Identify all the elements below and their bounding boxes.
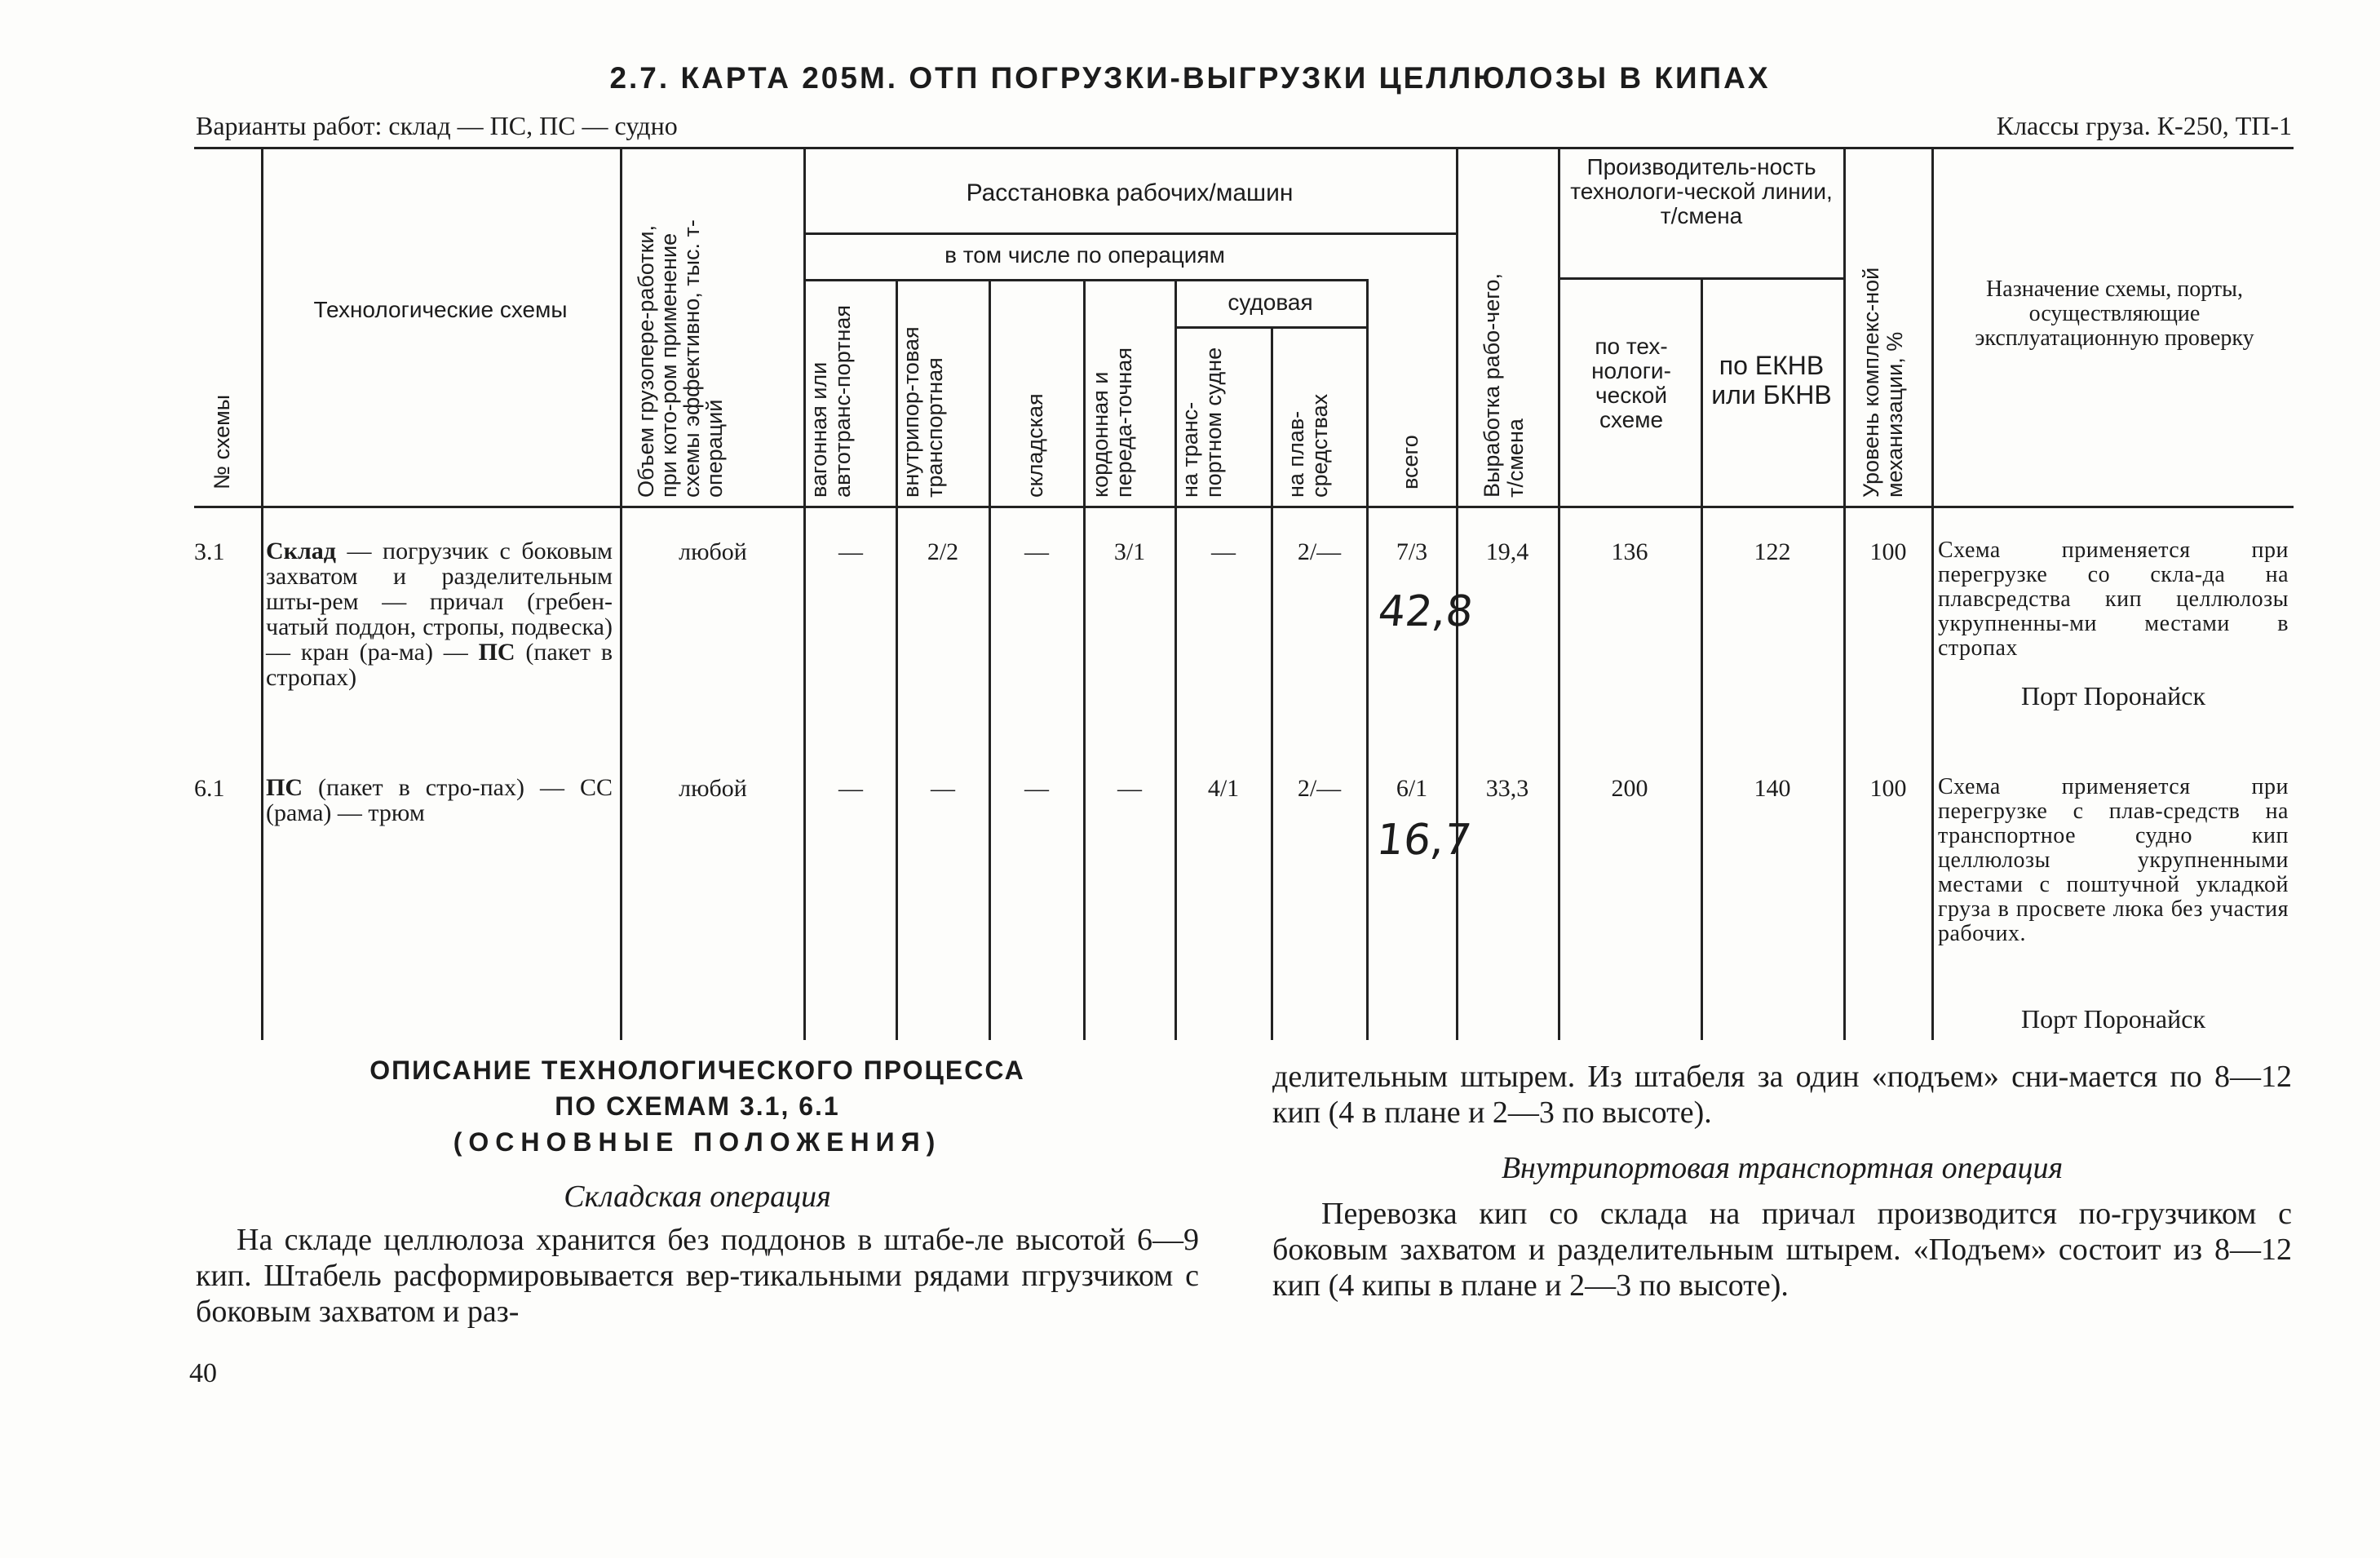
col-header-wagon: вагонная или автотранс-портная xyxy=(807,304,855,498)
row-scheme-text: Склад — погрузчик с боковым захватом и разделительным шты-рем — причал (гребен-чатый поддон, стропы, подвеска) — кран (ра-ма) — ПС (пакет в стропах) xyxy=(266,538,613,691)
col-header-on-transport: на транс-портном судне xyxy=(1178,347,1226,498)
intraport-operation-text: Перевозка кип со склада на причал производится по-грузчиком с боковым захватом и разделительным штырем. «Подъем» состоит из 8—12 кип (4 кипы в плане и 2—3 по высоте). xyxy=(1272,1197,2292,1303)
col-header-total: всего xyxy=(1398,435,1422,489)
col-header-on-floating: на плав-средствах xyxy=(1284,393,1332,498)
row-by-eknv: 140 xyxy=(1754,775,1791,802)
continued-text: делительным штырем. Из штабеля за один «подъем» сни-мается по 8—12 кип (4 в плане и 2—3 по высоте). xyxy=(1272,1060,2292,1130)
handwritten-note: 42,8 xyxy=(1375,587,1475,636)
row-intraport: — xyxy=(931,775,955,802)
row-wagon: — xyxy=(838,775,863,802)
section-heading-line2: ПО СХЕМАМ 3.1, 6.1 xyxy=(555,1091,840,1121)
row-output: 33,3 xyxy=(1485,775,1529,802)
group-header-productivity: Производитель-ность технологи-ческой линии, т/смена xyxy=(1570,154,1833,228)
row-volume: любой xyxy=(679,775,747,802)
row-output: 19,4 xyxy=(1485,538,1529,565)
row-total: 6/1 xyxy=(1396,775,1428,802)
row-scheme-no: 6.1 xyxy=(194,775,225,802)
cargo-classes: Классы груза. К-250, ТП-1 xyxy=(1996,111,2292,140)
row-purpose: Схема применяется при перегрузке со скла-да на плавсредства кип целлюлозы укрупненны-ми местами в стропах xyxy=(1938,538,2289,661)
page-title: 2.7. КАРТА 205М. ОТП ПОГРУЗКИ-ВЫГРУЗКИ ЦЕЛЛЮЛОЗЫ В КИПАХ xyxy=(609,61,1771,95)
col-header-by-tech: по тех-нологи-ческой схеме xyxy=(1591,334,1671,432)
row-on-floating: 2/— xyxy=(1297,775,1342,802)
col-header-scheme-no: № схемы xyxy=(210,394,234,489)
section-heading-line3: (ОСНОВНЫЕ ПОЛОЖЕНИЯ) xyxy=(453,1127,942,1157)
row-warehouse: — xyxy=(1024,775,1049,802)
col-header-warehouse: складская xyxy=(1023,393,1047,498)
warehouse-operation-title: Складская операция xyxy=(564,1180,831,1214)
row-port: Порт Поронайск xyxy=(2021,1004,2205,1034)
group-header-by-operations: в том числе по операциям xyxy=(944,242,1225,268)
row-mechanization: 100 xyxy=(1869,775,1907,802)
col-header-mechanization: Уровень комплекс-ной механизации, % xyxy=(1859,267,1907,498)
row-on-transport: — xyxy=(1211,538,1236,565)
row-purpose: Схема применяется при перегрузке с плав-средств на транспортное судно кип целлюлозы укрупненными местами с поштучной укладкой груза в просвете люка без участия рабочих. xyxy=(1938,774,2289,946)
warehouse-operation-text: На складе целлюлоза хранится без поддонов в штабе-ле высотой 6—9 кип. Штабель расформировывается вер-тикальными рядами пгрузчиком с боковым захватом и раз- xyxy=(196,1223,1199,1329)
row-by-tech: 200 xyxy=(1611,775,1648,802)
row-volume: любой xyxy=(679,538,747,565)
row-scheme-text: ПС (пакет в стро-пах) — СС (рама) — трюм xyxy=(266,774,613,826)
group-header-placement: Расстановка рабочих/машин xyxy=(966,179,1294,206)
row-cordon: — xyxy=(1117,775,1142,802)
col-header-tech-schemes: Технологические схемы xyxy=(313,297,568,322)
row-on-transport: 4/1 xyxy=(1207,775,1240,802)
col-header-intraport: внутрипор-товая транспортная xyxy=(899,326,947,498)
row-total: 7/3 xyxy=(1396,538,1428,565)
section-heading-line1: ОПИСАНИЕ ТЕХНОЛОГИЧЕСКОГО ПРОЦЕССА xyxy=(369,1056,1025,1085)
col-header-cordon: кордонная и переда-точная xyxy=(1088,347,1136,498)
intraport-operation-title: Внутрипортовая транспортная операция xyxy=(1501,1151,2064,1185)
col-header-purpose: Назначение схемы, порты, осуществляющие эксплуатационную проверку xyxy=(1975,277,2254,351)
row-scheme-no: 3.1 xyxy=(194,538,225,565)
col-header-volume: Объем грузопере-работки, при кото-ром применение схемы эффективно, тыс. т-операций xyxy=(634,219,727,498)
row-on-floating: 2/— xyxy=(1297,538,1342,565)
row-cordon: 3/1 xyxy=(1113,538,1146,565)
col-header-by-eknv: по ЕКНВ или БКНВ xyxy=(1711,351,1832,409)
col-header-output: Выработка рабо-чего, т/смена xyxy=(1480,273,1528,498)
row-by-eknv: 122 xyxy=(1754,538,1791,565)
page-number: 40 xyxy=(189,1358,217,1388)
row-mechanization: 100 xyxy=(1869,538,1907,565)
row-port: Порт Поронайск xyxy=(2021,681,2205,710)
row-by-tech: 136 xyxy=(1611,538,1648,565)
row-wagon: — xyxy=(838,538,863,565)
row-warehouse: — xyxy=(1024,538,1049,565)
work-variants: Варианты работ: склад — ПС, ПС — судно xyxy=(196,111,678,140)
row-intraport: 2/2 xyxy=(927,538,959,565)
handwritten-note: 16,7 xyxy=(1374,816,1474,865)
group-header-ship: судовая xyxy=(1228,290,1313,315)
